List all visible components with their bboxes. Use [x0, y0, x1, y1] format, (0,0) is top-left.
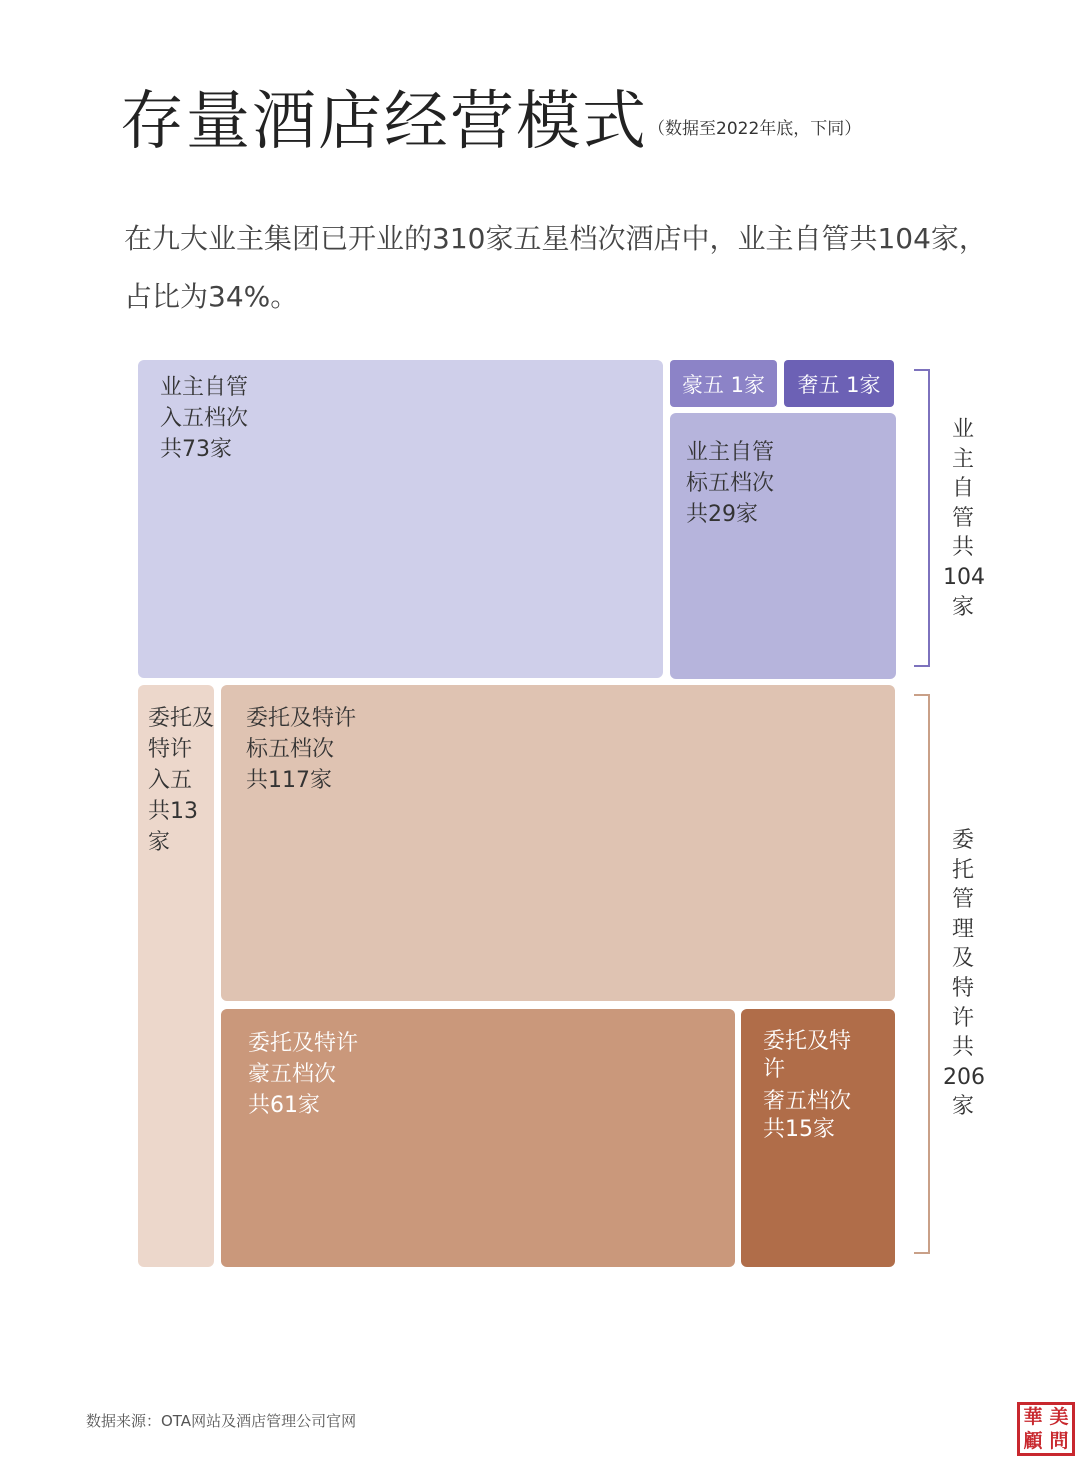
- tile-label-line: 入五: [148, 768, 193, 793]
- tile-label-line: 标五档次: [686, 471, 775, 496]
- group-label-char: 主: [951, 446, 974, 472]
- tile-label-line: 委托及特: [763, 1029, 852, 1054]
- tile-label: [246, 703, 356, 796]
- group-label-char: 家: [951, 1094, 974, 1120]
- group-label-char: 理: [951, 916, 974, 942]
- group-label-char: 托: [951, 857, 974, 883]
- tile-label: [686, 437, 774, 530]
- group-bracket-owner: [914, 369, 930, 667]
- page-title: 存量酒店经营模式: [120, 85, 648, 159]
- tile-owner-entry-five-star: [138, 360, 663, 678]
- group-label-char: 家: [951, 594, 974, 620]
- group-label-char: 共: [951, 1035, 974, 1061]
- group-label-char: 特: [951, 975, 974, 1001]
- tile-label-line: 许: [763, 1057, 786, 1082]
- group-label-char: 206: [943, 1064, 985, 1090]
- group-label-char: 管: [951, 505, 974, 531]
- tile-label: [160, 372, 248, 465]
- tile-label-line: 标五档次: [246, 737, 335, 762]
- tile-label-line: 业主自管: [686, 440, 775, 465]
- brand-seal-logo: [1017, 1402, 1075, 1456]
- tile-label: [763, 1028, 851, 1144]
- tile-label-line: 特许: [148, 737, 193, 762]
- tile-label-line: 共15家: [763, 1117, 835, 1142]
- tile-managed-standard-five-star: [221, 685, 895, 1001]
- tile-label: [148, 703, 214, 858]
- data-date-note: （数据至2022年底，下同）: [648, 119, 862, 139]
- tile-label-line: 委托及特许: [246, 706, 357, 731]
- seal-char: 顧: [1023, 1430, 1043, 1452]
- tile-label-line: 共117家: [246, 768, 332, 793]
- tile-managed-luxury-five-star: [741, 1009, 895, 1267]
- description: [124, 210, 1024, 326]
- tile-label: [248, 1028, 358, 1121]
- tile-label-line: 委托及特许: [248, 1031, 359, 1056]
- seal-char: 華: [1023, 1406, 1043, 1428]
- seal-char: 美: [1049, 1406, 1069, 1428]
- group-label-char: 管: [951, 887, 974, 913]
- tile-label-line: 共73家: [160, 437, 232, 462]
- tile-label-line: 奢五档次: [763, 1089, 852, 1114]
- tile-label-line: 豪五档次: [248, 1062, 337, 1087]
- tile-managed-entry-five-star: [138, 685, 214, 1267]
- tile-label-line: 业主自管: [160, 375, 249, 400]
- tile-label-line: 共13家: [148, 799, 198, 855]
- group-label-char: 委: [951, 828, 974, 853]
- tile-label-line: 共61家: [248, 1093, 320, 1118]
- group-label-char: 共: [951, 535, 974, 561]
- seal-char: 問: [1049, 1430, 1069, 1452]
- tile-managed-premium-five-star: [221, 1009, 735, 1267]
- group-bracket-managed: [914, 694, 930, 1254]
- description-line: 占比为34%。: [124, 280, 299, 313]
- data-source: 数据来源：OTA网站及酒店管理公司官网: [86, 1412, 357, 1430]
- tile-owner-luxury-five-star: 奢五 1家: [784, 360, 894, 407]
- tile-label-line: 入五档次: [160, 406, 249, 431]
- group-label-char: 自: [951, 476, 974, 502]
- group-label-char: 业: [951, 417, 974, 442]
- group-label-char: 及: [951, 946, 974, 972]
- group-label-char: 104: [943, 564, 985, 590]
- group-label-owner: [943, 415, 983, 622]
- description-line: 在九大业主集团已开业的310家五星档次酒店中，业主自管共104家，: [124, 222, 987, 255]
- tile-label-line: 委托及: [148, 706, 215, 731]
- tile-owner-premium-five-star: 豪五 1家: [670, 360, 777, 407]
- tile-label-line: 共29家: [686, 502, 758, 527]
- group-label-managed: [943, 826, 983, 1122]
- tile-owner-standard-five-star: [670, 413, 896, 679]
- group-label-char: 许: [951, 1005, 974, 1031]
